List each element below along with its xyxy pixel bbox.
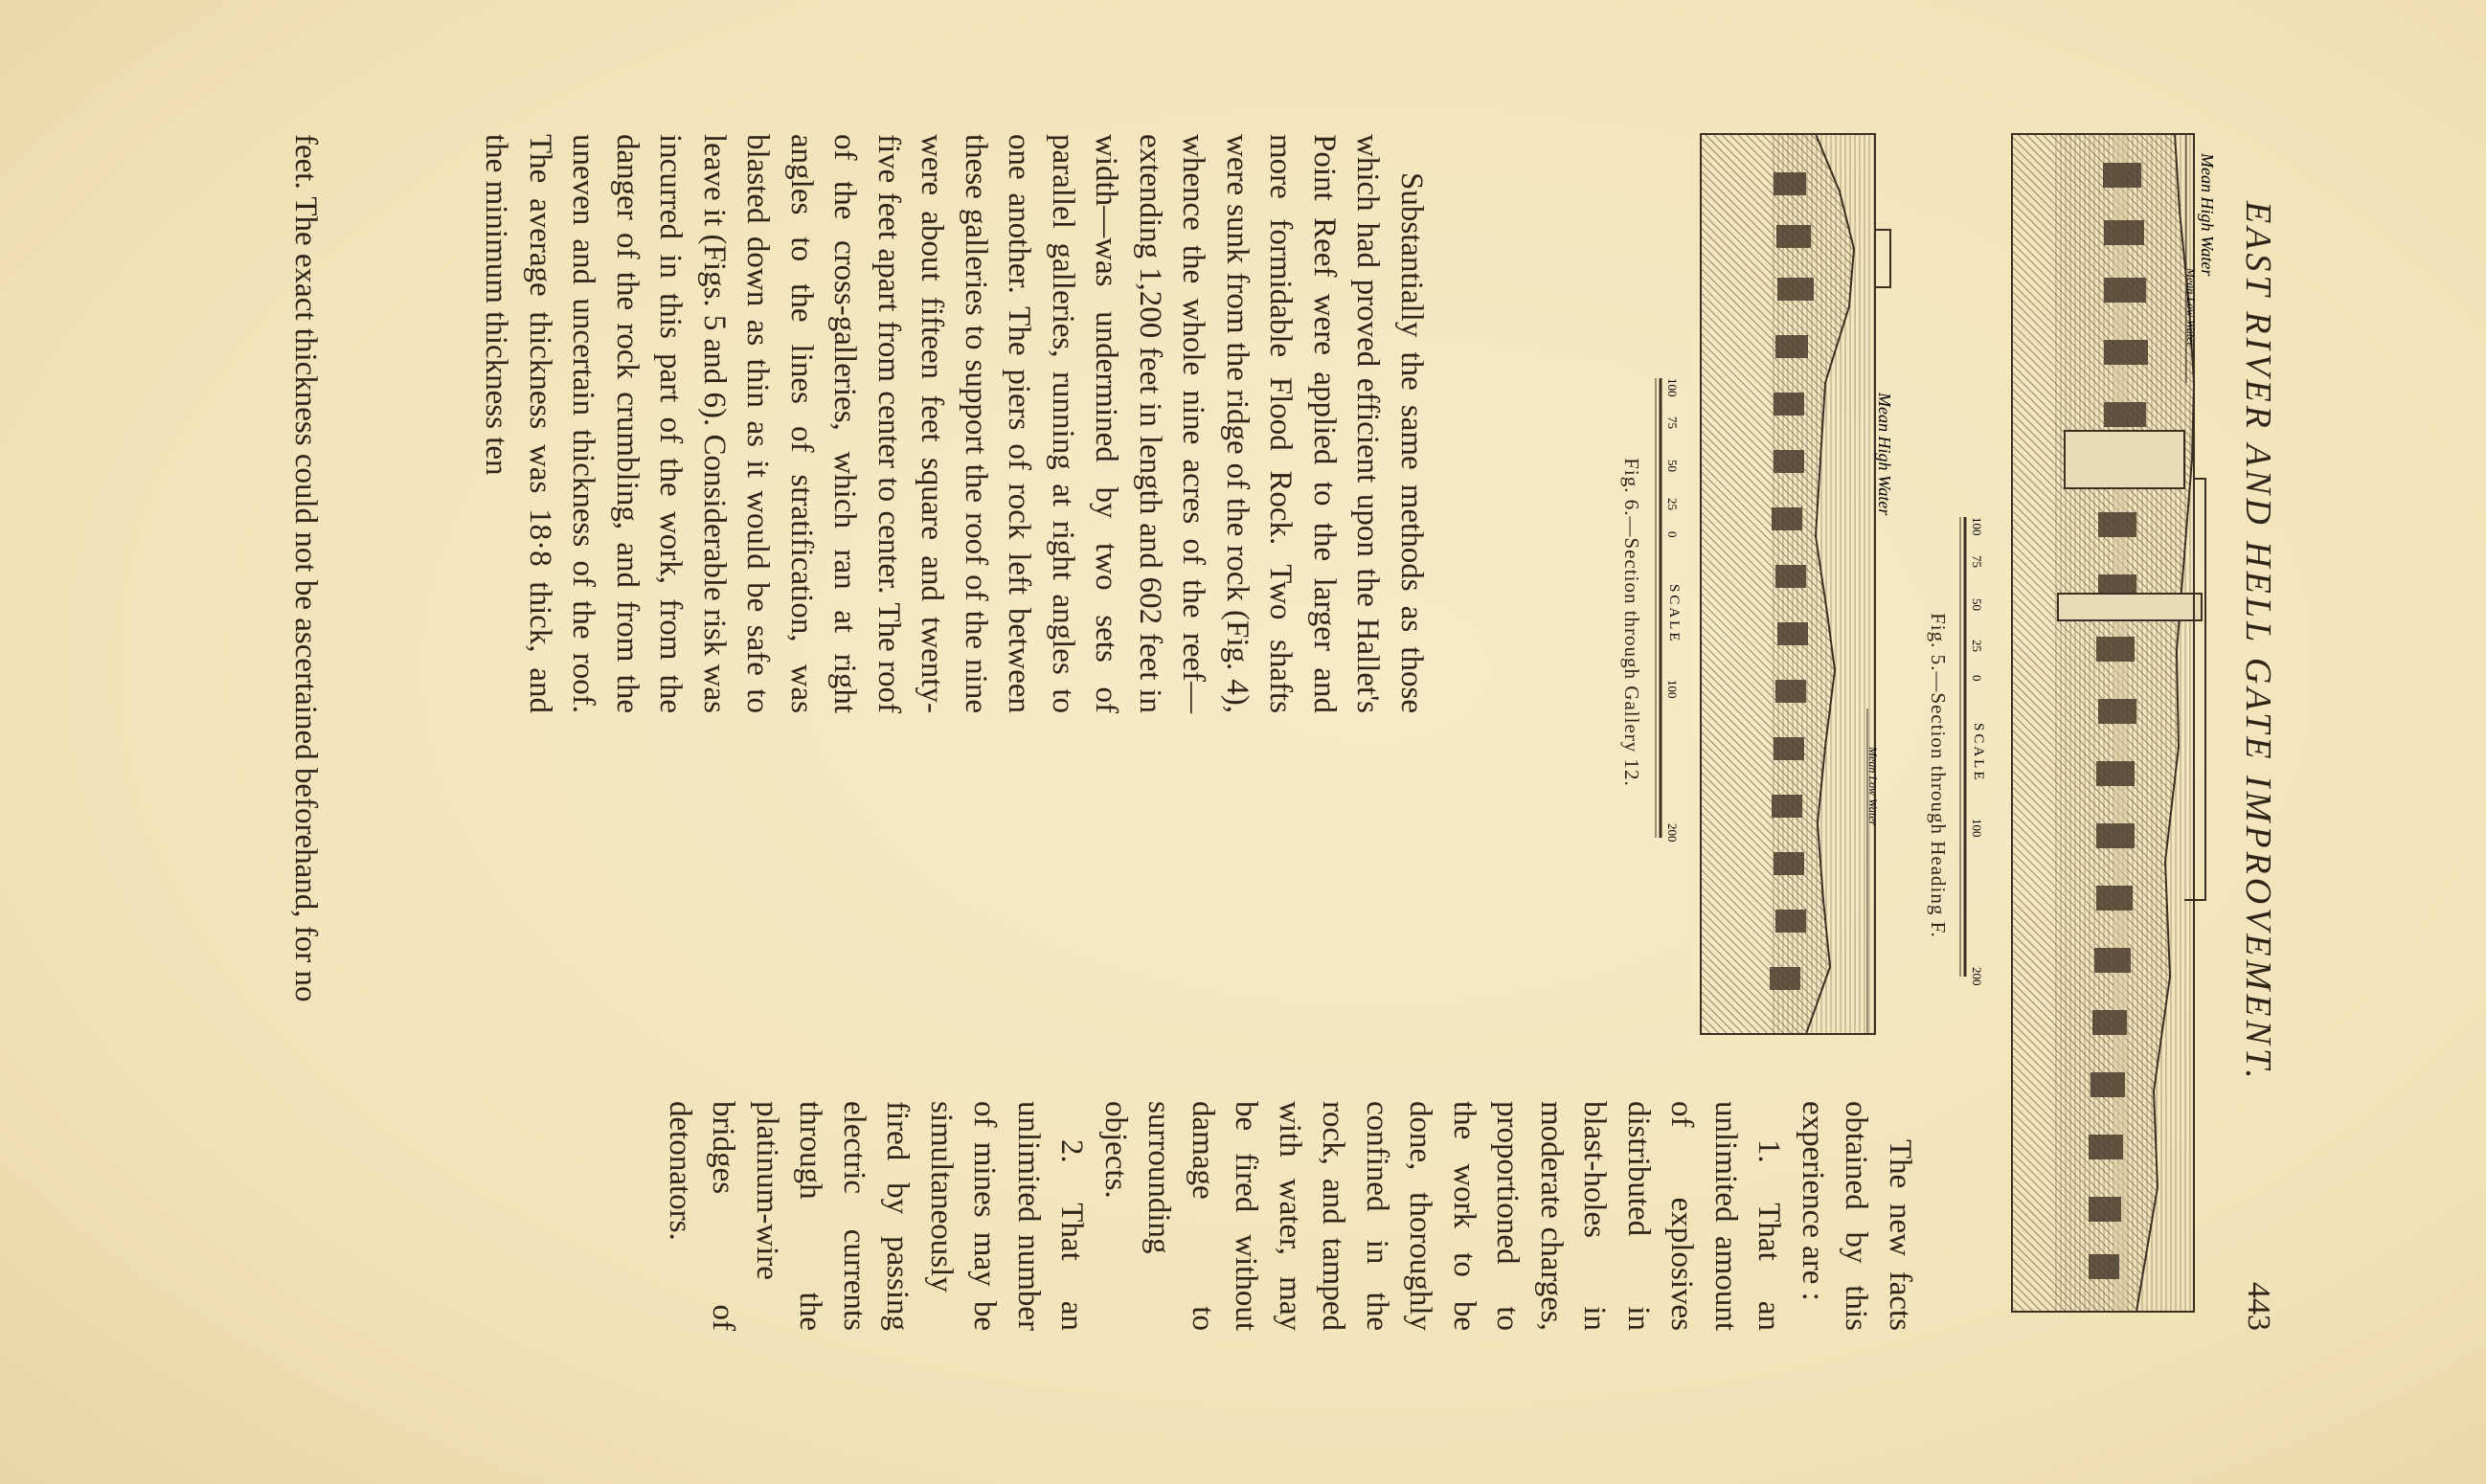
fig6-scale-tick: 50 bbox=[1665, 460, 1680, 472]
fig6-scale-tick: 100 bbox=[1665, 378, 1680, 397]
fact-1: 1. That an unlimited amount of explosives distributed in blast-holes in moderate charges, proportioned to the work to be done, thoroughly confined in the rock, and tamped with water, may be fired without damage to surrounding objects. bbox=[1098, 1101, 1787, 1331]
fig6-scale-label: SCALE bbox=[1666, 584, 1682, 644]
figure-6-section bbox=[1686, 134, 1892, 1034]
figure-5-caption: Fig. 5.—Section through Heading F. bbox=[1927, 613, 1950, 938]
figure-5-drawing bbox=[1993, 134, 2217, 1312]
fig6-scale-tick: 100 bbox=[1665, 680, 1680, 699]
fact-2: 2. That an unlimited number of mines may be simultaneously fired by passing electric currents through the platinum-wire bridges of detonators. bbox=[663, 1101, 1090, 1331]
figure-6-caption: Fig. 6.—Section through Gallery 12. bbox=[1620, 458, 1643, 787]
fig5-scale-tick: 200 bbox=[1970, 967, 1984, 986]
fig6-scale-tick: 75 bbox=[1665, 416, 1680, 429]
fig5-high-water-label: Mean High Water bbox=[2198, 153, 2217, 277]
fig5-scale-tick: 75 bbox=[1970, 555, 1984, 568]
fig5-scale-tick: 50 bbox=[1970, 598, 1984, 611]
figure-6-scale-bar bbox=[1653, 378, 1682, 857]
fig5-scale-label: SCALE bbox=[1971, 723, 1986, 783]
fig6-scale-tick: 200 bbox=[1665, 823, 1680, 843]
running-title: EAST RIVER AND HELL GATE IMPROVEMENT. bbox=[2238, 201, 2278, 1083]
fig5-scale-tick: 100 bbox=[1970, 517, 1984, 536]
fig6-high-water-label: Mean High Water bbox=[1875, 393, 1894, 516]
figure-6-drawing bbox=[1686, 134, 1892, 1034]
last-line-text: feet. The exact thickness could not be ascertained beforehand, for no bbox=[288, 134, 323, 1002]
intro-text: The new facts obtained by this experience are : bbox=[1796, 1101, 1917, 1331]
fig6-low-water-label: Mean Low Water bbox=[1866, 747, 1880, 826]
flood-rock-paragraph: Substantially the same methods as those which had proved efficient upon the Hallet's Point Reef were applied to the larger and more formidable Flood Rock. Two shafts were sunk from the ridge of the rock (Fig. 4), whence the whole nine acres of the reef—extending 1,200 feet in length and 602 feet in width—was undermined by two sets of parallel galleries, running at right angles to one another. The piers of rock left between these galleries to support the roof of the nine were about fifteen feet square and twenty-five feet apart from center to center. The roof of the cross-galleries, which ran at right angles to the lines of stratification, was blasted down as thin as it would be safe to leave it (Figs. 5 and 6). Considerable risk was incurred in this part of the work, from the danger of the rock crumbling, and from the uneven and uncertain thickness of the roof. The average thickness was 18·8 thick, and the minimum thickness ten bbox=[479, 134, 1429, 713]
lower-two-column-text bbox=[418, 134, 1433, 1331]
fig6-scale-tick: 0 bbox=[1665, 531, 1680, 538]
fig5-scale-tick: 0 bbox=[1970, 675, 1984, 682]
figure-5-scale bbox=[1957, 517, 1986, 1005]
fig6-scale-tick: 25 bbox=[1665, 498, 1680, 510]
figure-5-section bbox=[1993, 134, 2217, 1312]
fig5-scale-tick: 100 bbox=[1970, 819, 1984, 838]
fig5-low-water-label: Mean Low Water bbox=[2184, 268, 2198, 348]
page-number: 443 bbox=[2241, 1282, 2276, 1331]
figure-5-scale-bar bbox=[1957, 517, 1986, 1005]
figure-6-scale bbox=[1653, 378, 1682, 857]
running-header bbox=[2229, 201, 2287, 1331]
fig5-scale-tick: 25 bbox=[1970, 640, 1984, 652]
